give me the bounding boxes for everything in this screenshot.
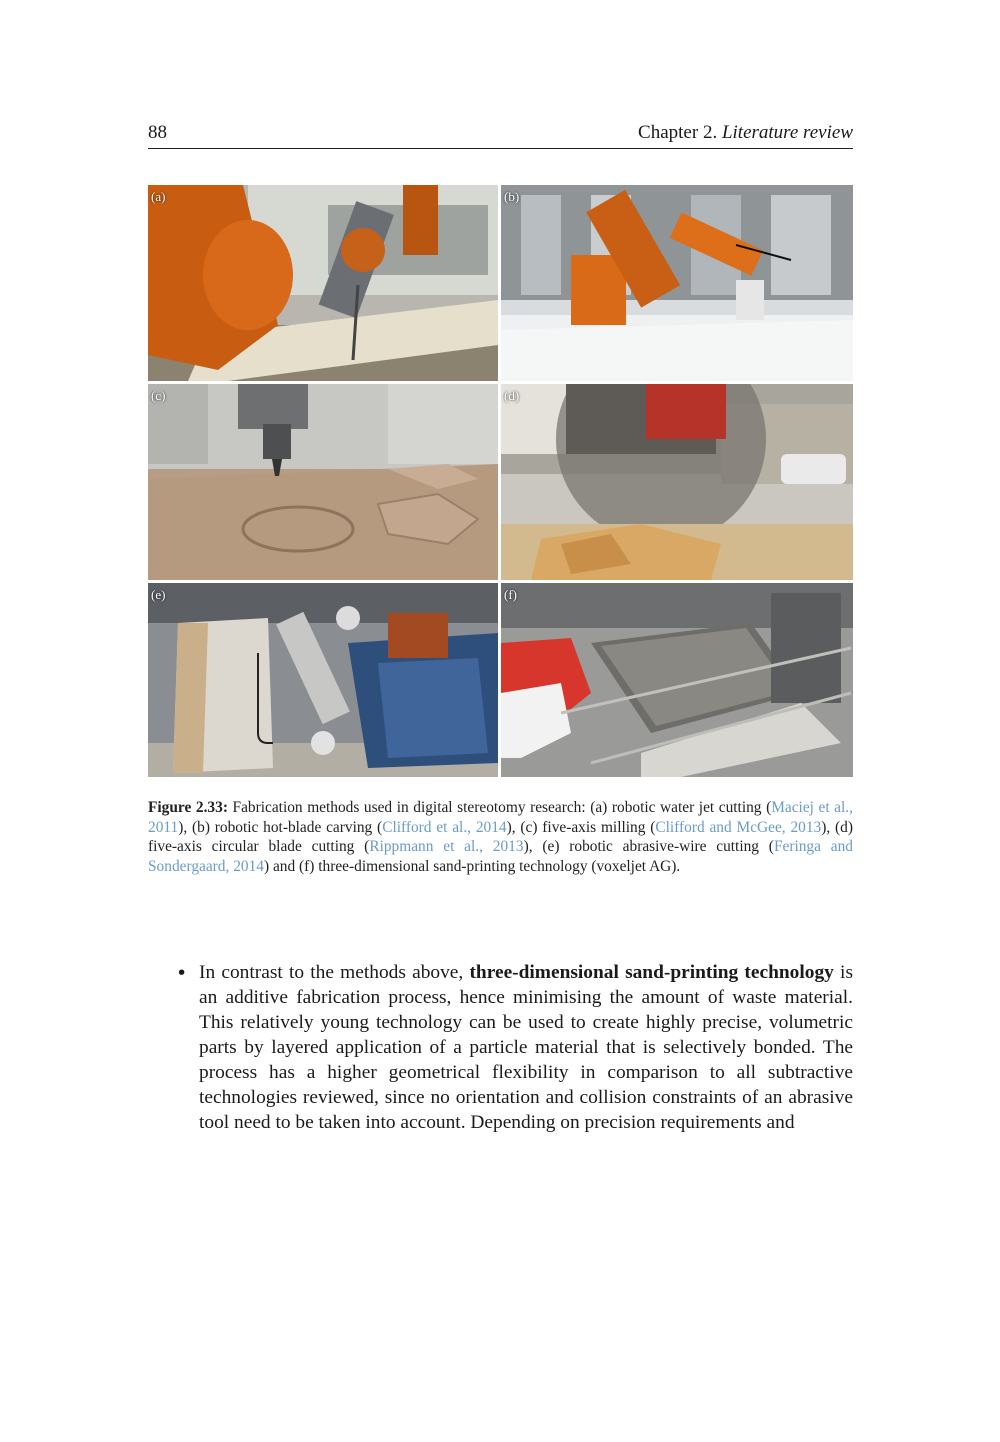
figure-caption: Figure 2.33: Fabrication methods used in digital stereotomy research: (a) robotic water jet cutting (Maciej et al., 2011), (b) robotic hot-blade carving (Clifford et al., 2014), (c) five-axis milling (Clifford and McGee, 2013), (d) five-axis circular blade cutting (Rippmann et al., 2013), (e) robotic abrasive-wire cutting (Feringa and Sondergaard, 2014) and (f) three-dimensional sand-printing technology (voxeljet AG). (148, 799, 853, 875)
citation-link[interactable]: Clifford and McGee, 2013 (655, 818, 822, 836)
panel-a-label: (a) (151, 189, 166, 204)
page-number: 88 (148, 122, 167, 143)
bullet-icon: • (176, 962, 188, 984)
panel-f-photo (501, 583, 853, 777)
panel-e-photo (148, 583, 498, 777)
panel-e-label: (e) (151, 587, 166, 602)
panel-c-label: (c) (151, 388, 166, 403)
panel-c-photo (148, 384, 498, 580)
panel-b-photo (501, 185, 853, 381)
panel-d-photo (501, 384, 853, 580)
citation-link[interactable]: Rippmann et al., 2013 (369, 838, 524, 856)
panel-d-label: (d) (504, 388, 520, 403)
citation-link[interactable]: Feringa and Sondergaard, 2014 (148, 838, 853, 875)
figure-label: Figure 2.33: (148, 799, 228, 816)
panel-b-label: (b) (504, 189, 520, 204)
panel-f-label: (f) (504, 587, 517, 602)
bold-term: three-dimensional sand-printing technology (469, 962, 834, 983)
citation-link[interactable]: Maciej et al., 2011 (148, 799, 853, 836)
running-header (148, 122, 853, 149)
body-paragraph: In contrast to the methods above, three-dimensional sand-printing technology is an additive fabrication process, hence minimising the amount of waste material. This relatively young technology can be used to create highly precise, volumetric parts by layered application of a particle material that is selectively bonded. The process has a higher geometrical flexibility in comparison to all subtractive technologies reviewed, since no orientation and collision constraints of an abrasive tool need to be taken into account. Depending on precision requirements and (199, 962, 853, 1133)
panel-a-photo (148, 185, 498, 381)
chapter-title: Chapter 2. Literature review (638, 122, 853, 143)
figure-grid (148, 185, 853, 777)
citation-link[interactable]: Clifford et al., 2014 (382, 818, 507, 836)
